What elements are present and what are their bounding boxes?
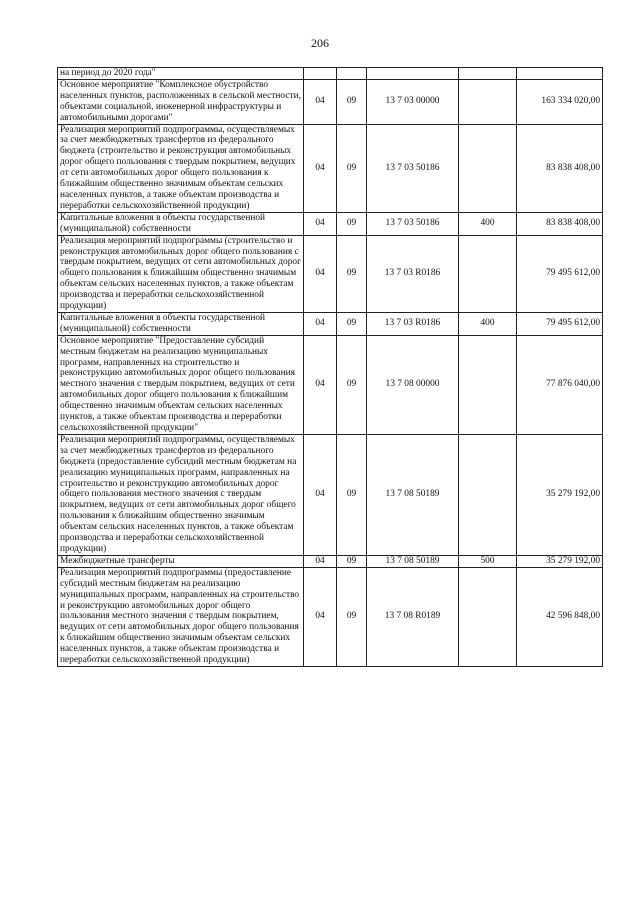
cell-amount: 35 279 192,00 (517, 555, 603, 567)
cell-amount (517, 68, 603, 80)
cell-expense-type (459, 68, 517, 80)
cell-expense-type (459, 79, 517, 124)
cell-section: 04 (304, 124, 337, 212)
cell-subsection: 09 (337, 335, 367, 434)
cell-section: 04 (304, 79, 337, 124)
cell-amount: 79 495 612,00 (517, 235, 603, 312)
table-row (58, 235, 603, 312)
cell-expense-type: 400 (459, 212, 517, 235)
table-row (58, 555, 603, 567)
cell-section: 04 (304, 235, 337, 312)
cell-amount: 77 876 040,00 (517, 335, 603, 434)
cell-target-article: 13 7 08 50189 (367, 434, 459, 555)
cell-description: Межбюджетные трансферты (58, 555, 304, 567)
cell-expense-type (459, 434, 517, 555)
cell-amount: 83 838 408,00 (517, 212, 603, 235)
cell-description: Основное мероприятие "Комплексное обустройство населенных пунктов, расположенных в сельской местности, объектами социальной, инженерной инфраструктуры и автомобильными дорогами" (58, 79, 304, 124)
cell-target-article: 13 7 08 00000 (367, 335, 459, 434)
cell-description: Капитальные вложения в объекты государственной (муниципальной) собственности (58, 312, 304, 335)
cell-expense-type (459, 567, 517, 666)
cell-description: Основное мероприятие "Предоставление субсидий местным бюджетам на реализацию муниципальных программ, направленных на строительство и реконструкцию автомобильных дорог общего пользования местного значения с твердым покрытием, ведущих от сети автомобильных дорог общего пользования к ближайшим общественно значимым объектам сельских населенных пунктов, а также объектам производства и переработки сельскохозяйственной продукции" (58, 335, 304, 434)
cell-description: Реализация мероприятий подпрограммы, осуществляемых за счет межбюджетных трансфертов из федерального бюджета (строительство и реконструкция автомобильных дорог общего пользования с твердым покрытием, ведущих от сети автомобильных дорог общего пользования к ближайшим общественно значимым объектам сельских населенных пунктов, а также объектам производства и переработки сельскохозяйственной продукции) (58, 124, 304, 212)
cell-subsection: 09 (337, 567, 367, 666)
cell-description: на период до 2020 года" (58, 68, 304, 80)
cell-section: 04 (304, 567, 337, 666)
cell-subsection (337, 68, 367, 80)
cell-description: Капитальные вложения в объекты государственной (муниципальной) собственности (58, 212, 304, 235)
table-row (58, 335, 603, 434)
table-row (58, 434, 603, 555)
cell-section: 04 (304, 555, 337, 567)
page-number: 206 (311, 36, 329, 50)
cell-subsection: 09 (337, 312, 367, 335)
cell-target-article: 13 7 08 R0189 (367, 567, 459, 666)
table-row (58, 124, 603, 212)
cell-target-article: 13 7 03 R0186 (367, 235, 459, 312)
cell-subsection: 09 (337, 555, 367, 567)
budget-table (57, 67, 603, 667)
cell-description: Реализация мероприятий подпрограммы (строительство и реконструкция автомобильных дорог общего пользования с твердым покрытием, ведущих от сети автомобильных дорог общего пользования к ближайшим общественно значимым объектам сельских населенных пунктов, а также объектам производства и переработки сельскохозяйственной продукции) (58, 235, 304, 312)
cell-amount: 42 596 848,00 (517, 567, 603, 666)
table-row (58, 312, 603, 335)
cell-subsection: 09 (337, 124, 367, 212)
cell-section: 04 (304, 335, 337, 434)
cell-subsection: 09 (337, 212, 367, 235)
cell-amount: 83 838 408,00 (517, 124, 603, 212)
table-row (58, 567, 603, 666)
cell-subsection: 09 (337, 79, 367, 124)
cell-target-article: 13 7 03 50186 (367, 124, 459, 212)
cell-expense-type: 500 (459, 555, 517, 567)
cell-amount: 79 495 612,00 (517, 312, 603, 335)
cell-section: 04 (304, 434, 337, 555)
cell-section: 04 (304, 312, 337, 335)
cell-amount: 163 334 020,00 (517, 79, 603, 124)
cell-description: Реализация мероприятий подпрограммы (предоставление субсидий местным бюджетам на реализацию муниципальных программ, направленных на строительство и реконструкцию автомобильных дорог общего пользования местного значения с твердым покрытием, ведущих от сети автомобильных дорог общего пользования к ближайшим общественно значимым объектам сельских населенных пунктов, а также объектам производства и переработки сельскохозяйственной продукции) (58, 567, 304, 666)
cell-target-article (367, 68, 459, 80)
cell-subsection: 09 (337, 235, 367, 312)
cell-target-article: 13 7 03 00000 (367, 79, 459, 124)
cell-section: 04 (304, 212, 337, 235)
cell-description: Реализация мероприятий подпрограммы, осуществляемых за счет межбюджетных трансфертов из федерального бюджета (предоставление субсидий местным бюджетам на реализацию муниципальных программ, направленных на строительство и реконструкцию автомобильных дорог общего пользования местного значения с твердым покрытием, ведущих от сети автомобильных дорог общего пользования к ближайшим общественно значимым объектам сельских населенных пунктов, а также объектам производства и переработки сельскохозяйственной продукции) (58, 434, 304, 555)
cell-amount: 35 279 192,00 (517, 434, 603, 555)
cell-expense-type (459, 124, 517, 212)
cell-subsection: 09 (337, 434, 367, 555)
cell-expense-type (459, 335, 517, 434)
table-row (58, 68, 603, 80)
table-row (58, 212, 603, 235)
budget-table-body (58, 68, 603, 667)
cell-expense-type: 400 (459, 312, 517, 335)
cell-target-article: 13 7 08 50189 (367, 555, 459, 567)
table-row (58, 79, 603, 124)
cell-section (304, 68, 337, 80)
cell-expense-type (459, 235, 517, 312)
cell-target-article: 13 7 03 R0186 (367, 312, 459, 335)
cell-target-article: 13 7 03 50186 (367, 212, 459, 235)
